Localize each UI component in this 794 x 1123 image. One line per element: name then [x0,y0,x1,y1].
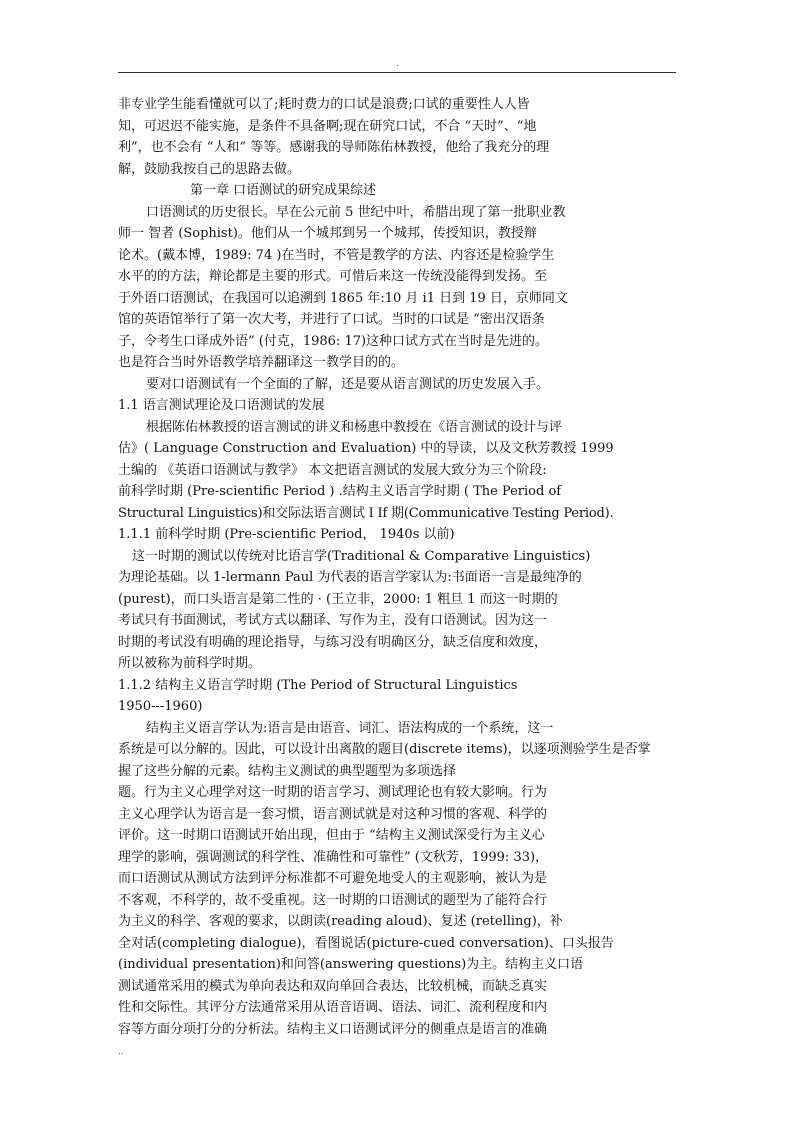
subsection-heading-cont: 1950---1960) [118,699,203,714]
subsection-heading: 1.1.1 前科学时期 (Pre-scientific Period， 1940s 以前) [118,527,455,542]
paragraph-line: 系统是可以分解的。因此，可以设计出离散的题目(discrete items)，以逐项测验学生是否掌 [118,742,651,757]
paragraph-line: 估》( Language Construction and Evaluation) 中的导读，以及文秋芳教授 1999 [118,441,614,456]
paragraph-line: 理学的影响，强调测试的科学性、准确性和可靠性” (文秋芳，1999: 33)， [118,849,549,865]
paragraph-line: 而口语测试从测试方法到评分标准都不可避免地受人的主观影响，被认为是 [118,871,548,886]
subsection-heading: 1.1.2 结构主义语言学时期 (The Period of Structural Linguistics [118,677,518,693]
section-heading: 1.1 语言测试理论及口语测试的发展 [118,398,325,413]
paragraph-line: 这一时期的测试以传统对比语言学(Traditional & Comparative Linguistics) [132,548,591,564]
paragraph-line: 子，令考生口译成外语” (付克，1986: 17)这种口试方式在当时是先进的。 [118,333,549,349]
document-body [118,94,678,1040]
chapter-heading: 第一章 口语测试的研究成果综述 [190,183,377,198]
paragraph-line: 为理论基础。以 1-lermann Paul 为代表的语言学家认为:书面语一言是最纯净的 [118,570,582,585]
paragraph-line: (purest)，而口头语言是第二性的 · (王立非，2000: 1 粗旦 1 而这一时期的 [118,591,558,607]
header-mark: . [396,58,399,69]
paragraph-line: 师一 智者 (Sophist)。他们从一个城邦到另一个城邦，传授知识，教授辩 [118,226,537,241]
paragraph-line: 水平的的方法，辩论都是主要的形式。可惜后来这一传统没能得到发扬。至 [118,269,548,284]
paragraph-line: 于外语口语测试，在我国可以追溯到 1865 年:10 月 i1 日到 19 日，京师同文 [118,290,568,306]
paragraph-line: 解，鼓励我按自己的思路去做。 [118,161,301,177]
paragraph-line: 不客观，不科学的，故不受重视。这一时期的口语测试的题型为了能符合行 [118,892,548,908]
paragraph-line: 测试通常采用的模式为单向表达和双向单回合表达，比较机械，而缺乏真实 [118,978,548,994]
paragraph-line: (individual presentation)和问答(answering questions)为主。结构主义口语 [118,957,584,972]
paragraph-line: 性和交际性。其评分方法通常采用从语音语调、语法、词汇、流利程度和内 [118,1000,548,1015]
paragraph-line: 利”，也不会有 “人和” 等等。感谢我的导师陈佑林教授，他给了我充分的理 [118,140,550,155]
paragraph-line: 要对口语测试有一个全面的了解，还是要从语言测试的历史发展入手。 [146,376,550,392]
paragraph-line: 时期的考试没有明确的理论指导，与练习没有明确区分，缺乏信度和效度， [118,634,548,650]
paragraph-line: 论术。(戴本博，1989: 74 )在当时，不管是教学的方法、内容还是检验学生 [118,247,555,263]
paragraph-line: 馆的英语馆举行了第一次大考，并进行了口试。当时的口试是 “密出汉语条 [118,312,545,327]
paragraph-line: Structural Linguistics)和交际法语言测试 I If 期(Communicative Testing Period). [118,505,614,521]
paragraph-line: 非专业学生能看懂就可以了;耗时费力的口试是浪费;口试的重要性人人皆 [118,97,530,112]
paragraph-line: 根据陈佑林教授的语言测试的讲义和杨惠中教授在《语言测试的设计与评 [146,419,563,435]
paragraph-line: 考试只有书面测试，考试方式以翻译、写作为主，没有口语测试。因为这一 [118,613,548,628]
paragraph-line: 前科学时期 (Pre-scientific Period ) .结构主义语言学时期 ( The Period of [118,484,562,499]
paragraph-line: 握了这些分解的元素。结构主义测试的典型题型为多项选择 [118,763,457,779]
footer-mark: .. [118,1046,124,1057]
paragraph-line: 题。行为主义心理学对这一时期的语言学习、测试理论也有较大影响。行为 [118,785,548,800]
paragraph-line: 主义心理学认为语言是一套习惯，语言测试就是对这种习惯的客观、科学的 [118,806,548,822]
paragraph-line: 全对话(completing dialogue)，看图说话(picture-cued conversation)、口头报告 [118,935,614,951]
paragraph-line: 容等方面分项打分的分析法。结构主义口语测试评分的侧重点是语言的准确 [118,1021,548,1037]
paragraph-line: 评价。这一时期口语测试开始出现，但由于 “结构主义测试深受行为主义心 [118,828,545,843]
paragraph-line: 知，可迟迟不能实施，是条件不具备啊;现在研究口试，不合 “天时”、“地 [118,118,537,134]
header-rule [118,72,676,73]
paragraph-line: 口语测试的历史很长。早在公元前 5 世纪中叶，希腊出现了第一批职业教 [146,204,566,220]
paragraph-line: 结构主义语言学认为:语言是由语音、词汇、语法构成的一个系统，这一 [146,720,554,736]
paragraph-line: 也是符合当时外语教学培养翻译这一教学目的的。 [118,355,405,370]
paragraph-line: 为主义的科学、客观的要求，以朗读(reading aloud)、复述 (retelling)，补 [118,914,563,929]
paragraph-line: 土编的 《英语口语测试与教学》 本文把语言测试的发展大致分为三个阶段: [118,462,547,478]
paragraph-line: 所以被称为前科学时期。 [118,656,262,671]
